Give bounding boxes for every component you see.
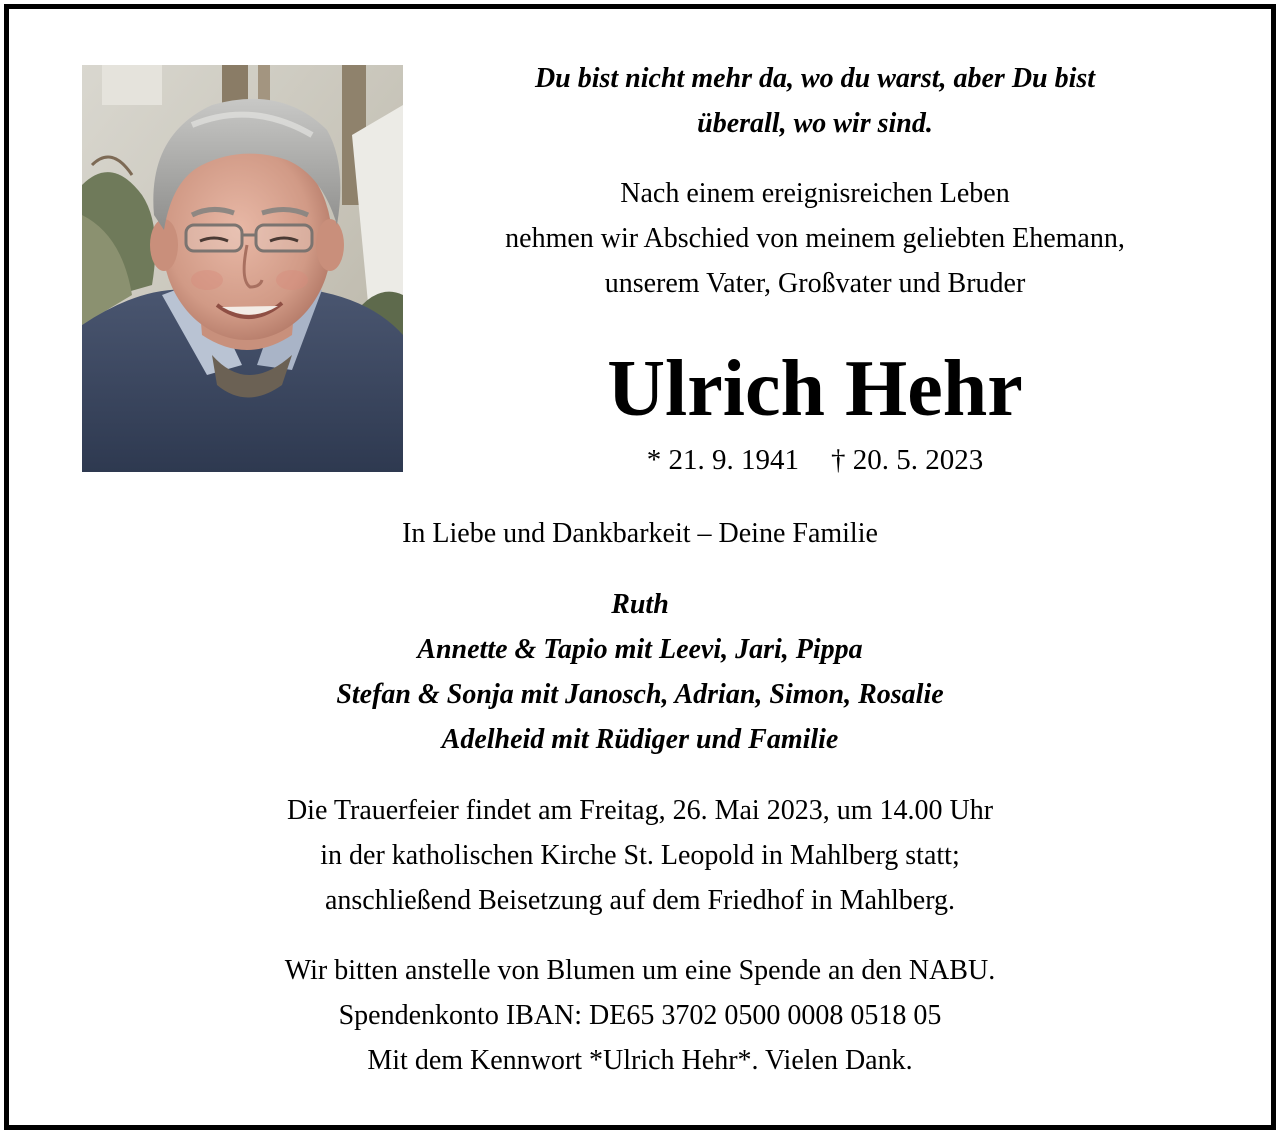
family-list (0, 582, 1280, 762)
intro-line: Nach einem ereignisreichen Leben (620, 178, 1010, 209)
death-date: † 20. 5. 2023 (831, 444, 984, 476)
motto-line: überall, wo wir sind. (697, 108, 933, 139)
donation-line: Mit dem Kennwort *Ulrich Hehr*. Vielen Dank. (367, 1045, 913, 1076)
intro-block (440, 171, 1190, 306)
family-closing: In Liebe und Dankbarkeit – Deine Familie (402, 518, 878, 549)
deceased-name: Ulrich Hehr (607, 345, 1023, 433)
motto-line: Du bist nicht mehr da, wo du warst, aber Du bist (534, 63, 1096, 94)
life-dates (440, 442, 1190, 478)
donation-line: Spendenkonto IBAN: DE65 3702 0500 0008 0518 05 (338, 1000, 942, 1031)
ceremony-line: in der katholischen Kirche St. Leopold in Mahlberg statt; (320, 840, 960, 871)
donation-details (0, 948, 1280, 1083)
ceremony-line: Die Trauerfeier findet am Freitag, 26. Mai 2023, um 14.00 Uhr (286, 795, 994, 826)
portrait-photo (82, 65, 403, 472)
family-member: Adelheid mit Rüdiger und Familie (441, 724, 839, 755)
birth-date: * 21. 9. 1941 (646, 444, 799, 476)
donation-line: Wir bitten anstelle von Blumen um eine Spende an den NABU. (284, 955, 996, 986)
intro-line: nehmen wir Abschied von meinem geliebten Ehemann, (505, 223, 1125, 254)
intro-line: unserem Vater, Großvater und Bruder (604, 268, 1026, 299)
family-member: Ruth (611, 589, 669, 620)
ceremony-details (0, 788, 1280, 923)
family-member: Annette & Tapio mit Leevi, Jari, Pippa (417, 634, 863, 665)
ceremony-line: anschließend Beisetzung auf dem Friedhof in Mahlberg. (324, 885, 956, 916)
family-member: Stefan & Sonja mit Janosch, Adrian, Simon, Rosalie (336, 679, 944, 710)
motto-block (440, 56, 1190, 146)
